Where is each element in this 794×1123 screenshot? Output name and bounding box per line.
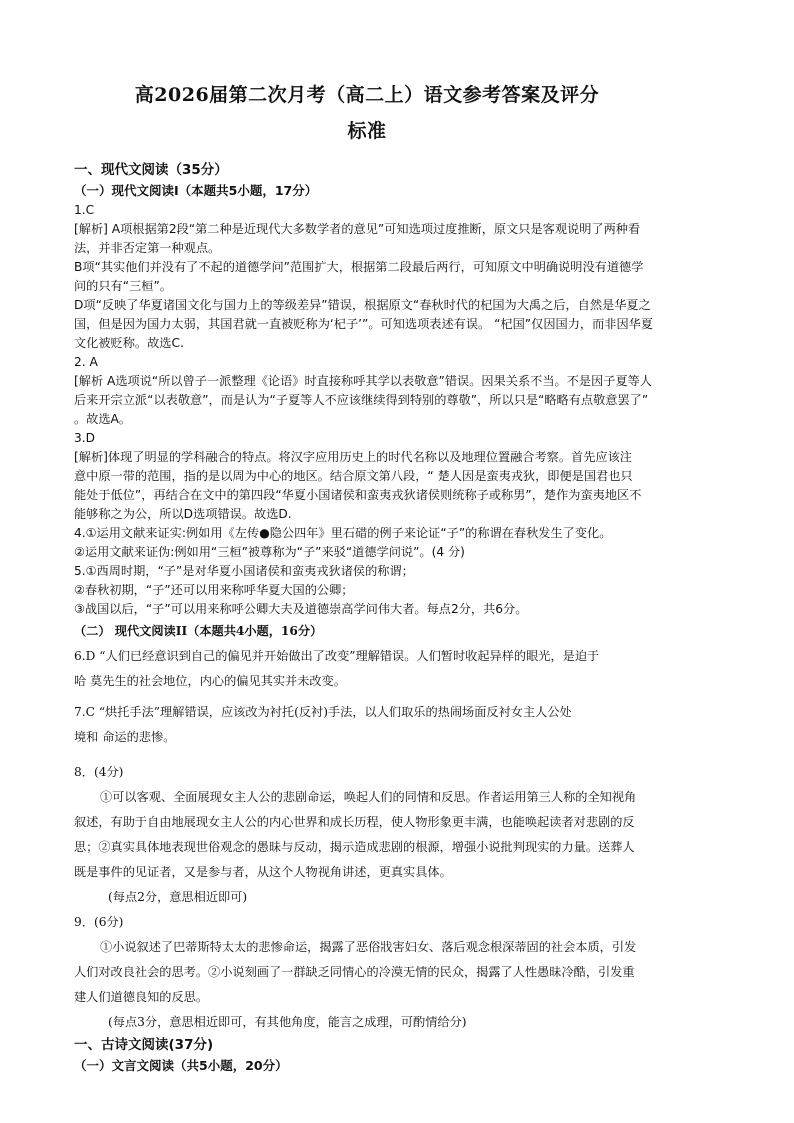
text-line: 境和 命运的悲惨。 [74, 730, 176, 744]
text-line: D项“反映了华夏诸国文化与国力上的等级差异”错误，根据原文“春秋时代的杞国为大禹之后，自然是华夏之 [74, 298, 651, 312]
text-line: 6.D “人们已经意识到自己的偏见并开始做出了改变”理解错误。人们暂时收起异样的眼光，是迫于 [74, 649, 600, 663]
text-line: 既是事件的见证者，又是参与者，从这个人物视角讲述，更真实具体。 [74, 865, 452, 879]
subsection-heading-reading-1: （一）现代文阅读I（本题共5小题，17分） [74, 183, 318, 198]
answer-q5 [74, 562, 734, 619]
document-body [74, 160, 734, 1076]
text-line: 2. A [74, 355, 98, 369]
doc-title-line2: 标准 [347, 120, 387, 142]
section-heading-classical-reading: 一、古诗文阅读(37分) [74, 1037, 214, 1053]
text-line: 人们对改良社会的思考。②小说刻画了一群缺乏同情心的冷漠无情的民众，揭露了人性愚昧冷酷，引发重 [74, 965, 635, 979]
answer-q7 [74, 700, 734, 750]
subsection-heading-reading-2: （二） 现代文阅读II（本题共4小题，16分） [74, 624, 323, 638]
text-line: ①小说叙述了巴蒂斯特太太的悲惨命运，揭露了恶俗戕害妇女、落后观念根深蒂固的社会本质，引发 [100, 940, 637, 954]
answer-q8 [74, 760, 734, 910]
text-line: 4.①运用文献来证实:例如用《左传●隐公四年》里石碏的例子来论证“子”的称谓在春秋发生了变化。 [74, 526, 612, 540]
text-line: 意中原一带的范围，指的是以周为中心的地区。结合原文第八段，“ 楚人因是蛮夷戎狄，即便是国君也只 [74, 469, 633, 483]
text-line: 思；②真实具体地表现世俗观念的愚昧与反动，揭示造成悲剧的根源，增强小说批判现实的力量。送葬人 [74, 840, 635, 854]
text-line: ①可以客观、全面展现女主人公的悲剧命运，唤起人们的同情和反思。作者运用第三人称的全知视角 [100, 790, 637, 804]
text-line: 法，并非否定第一种观点。 [74, 241, 221, 255]
text-line: [解析 A选项说“所以曾子一派整理《论语》时直接称呼其学以表敬意”错误。因果关系不当。不是因子夏等人 [74, 374, 653, 388]
text-line: 哈 莫先生的社会地位，内心的偏见其实并未改变。 [74, 674, 346, 688]
answer-q2 [74, 353, 734, 429]
text-line: 建人们道德良知的反思。 [74, 990, 209, 1004]
text-line: ②运用文献来证伪:例如用“三桓”被尊称为“子”来驳“道德学问说”。(4 分) [74, 545, 465, 559]
text-line: 3.D [74, 431, 96, 445]
text-line: 问的只有“三桓”。 [74, 279, 172, 293]
text-line: [解析] A项根据第2段“第二种是近现代大多数学者的意见”可知选项过度推断，原文只是客观说明了两种看 [74, 222, 641, 236]
subsection-heading-classical-prose: （一）文言文阅读（共5小题，20分） [74, 1058, 288, 1073]
text-line: 能处于低位”，再结合在文中的第四段“华夏小国诸侯和蛮夷戎狄诸侯则统称子或称男”，楚作为蛮夷地区不 [74, 488, 642, 502]
text-line: 叙述，有助于自由地展现女主人公的内心世界和成长历程，使人物形象更丰满，也能唤起读者对悲剧的反 [74, 815, 635, 829]
text-line: 能够称之为公，所以D选项错误。故选D. [74, 507, 292, 521]
scoring-note: (每点3分，意思相近即可，有其他角度，能言之成理，可酌情给分) [108, 1015, 467, 1029]
text-line: [解析]体现了明显的学科融合的特点。将汉字应用历史上的时代名称以及地理位置融合考察。首先应该注 [74, 450, 632, 464]
scoring-note: (每点2分，意思相近即可) [108, 890, 248, 904]
text-line: 7.C “烘托手法”理解错误，应该改为衬托(反衬)手法，以人们取乐的热闹场面反衬女主人公处 [74, 705, 572, 719]
answer-q9 [74, 910, 734, 1035]
text-line: ③战国以后，“子”可以用来称呼公卿大夫及道德崇高学问伟大者。每点2分，共6分。 [74, 602, 528, 616]
text-line: 1.C [74, 203, 95, 217]
question-number: 9．(6分) [74, 915, 124, 929]
answer-q3 [74, 429, 734, 524]
answer-q4 [74, 524, 734, 562]
text-line: 国，但是因为国力太弱，其国君就一直被贬称为‘杞子’”。可知选项表述有误。 “杞国”仅因国力，而非因华夏 [74, 317, 654, 331]
text-line: 后来开宗立派“以表敬意”，而是认为“子夏等人不应该继续得到特别的尊敬”，所以只是“略略有点敬意罢了” [74, 393, 649, 407]
text-line: ②春秋初期，“子”还可以用来称呼华夏大国的公卿； [74, 583, 354, 597]
section-heading-modern-reading: 一、现代文阅读（35分） [74, 162, 228, 178]
answer-q6 [74, 644, 734, 694]
text-line: B项“其实他们并没有了不起的道德学问”范围扩大，根据第二段最后两行，可知原文中明确说明没有道德学 [74, 260, 644, 274]
text-line: 文化被贬称。故选C. [74, 336, 184, 350]
question-number: 8．(4分) [74, 765, 124, 779]
doc-title-line1: 高2026届第二次月考（高二上）语文参考答案及评分 [134, 84, 600, 106]
answer-q1 [74, 201, 734, 353]
text-line: 5.①西周时期，“子”是对华夏小国诸侯和蛮夷戎狄诸侯的称谓； [74, 564, 414, 578]
text-line: 。故选A。 [74, 412, 132, 426]
